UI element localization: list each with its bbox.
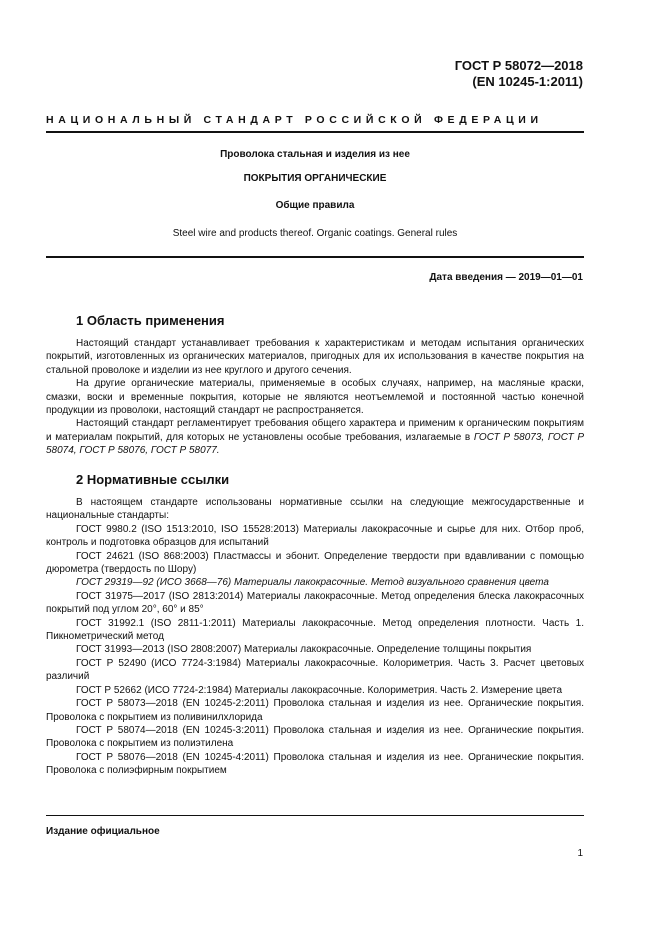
page-number: 1 <box>577 848 583 859</box>
section-2-body <box>46 496 584 778</box>
reference-item: ГОСТ 9980.2 (ISO 1513:2010, ISO 15528:2013) Материалы лакокрасочные и сырье для них. Отбор проб, контроль и подготовка образцов для испытаний <box>46 523 584 549</box>
section-1-paragraph-1: Настоящий стандарт устанавливает требования к характеристикам и методам испытания органических покрытий, изготовленных из органических материалов, пригодных для их использования в качестве покрытия на стальной проволоке и изделии из нее круглого и другого сечения. <box>46 338 584 376</box>
en-number: (EN 10245-1:2011) <box>472 74 583 89</box>
gost-number: ГОСТ Р 58072—2018 <box>454 58 583 73</box>
footer-divider <box>46 815 584 816</box>
reference-item: ГОСТ 31975—2017 (ISO 2813:2014) Материалы лакокрасочные. Метод определения блеска лакокрасочных покрытий под углом 20°, 60° и 85° <box>46 590 584 616</box>
paragraph-3-references: ГОСТ Р 58073, ГОСТ Р 58074, ГОСТ Р 58076, ГОСТ Р 58077. <box>46 431 584 457</box>
header-divider <box>46 131 584 133</box>
section-2-intro: В настоящем стандарте использованы нормативные ссылки на следующие межгосударственные и национальные стандарты: <box>46 497 584 522</box>
reference-item: ГОСТ Р 58073—2018 (EN 10245-2:2011) Проволока стальная и изделия из нее. Органические покрытия. Проволока с покрытием из поливинилхлорида <box>46 698 584 723</box>
section-1-heading: 1 Область применения <box>76 313 225 328</box>
english-title: Steel wire and products thereof. Organic coatings. General rules <box>172 228 458 239</box>
title-divider <box>46 256 584 258</box>
paragraph-3-text: Настоящий стандарт регламентирует требования общего характера и применим к органическим покрытиям и материалам покрытий, для которых не установлены особые требования, излагаемые в <box>46 418 584 443</box>
title-line-2: ПОКРЫТИЯ ОРГАНИЧЕСКИЕ <box>243 173 387 184</box>
reference-item: ГОСТ 31992.1 (ISO 2811-1:2011) Материалы лакокрасочные. Метод определения плотности. Часть 1. Пикнометрический метод <box>46 617 584 643</box>
reference-item: ГОСТ Р 52662 (ИСО 7724-2:1984) Материалы лакокрасочные. Колориметрия. Часть 2. Измерение цвета <box>76 684 563 696</box>
title-line-1: Проволока стальная и изделия из нее <box>220 149 410 160</box>
title-line-3: Общие правила <box>275 200 355 211</box>
reference-item: ГОСТ Р 52490 (ИСО 7724-3:1984) Материалы лакокрасочные. Колориметрия. Часть 3. Расчет цветовых различий <box>46 657 584 683</box>
reference-item: ГОСТ Р 58074—2018 (EN 10245-3:2011) Проволока стальная и изделия из нее. Органические покрытия. Проволока с покрытием из полиэтилена <box>46 724 584 750</box>
section-1-paragraph-2: На другие органические материалы, применяемые в особых случаях, например, на масляные краски, смазки, воски и временные покрытия, которые не являются неотъемлемой и постоянной частью конечной продукции из проволоки, настоящий стандарт не распространяется. <box>46 378 584 417</box>
section-1-paragraph-3 <box>46 417 584 457</box>
official-edition-label: Издание официальное <box>46 826 160 837</box>
national-standard-banner: НАЦИОНАЛЬНЫЙ СТАНДАРТ РОССИЙСКОЙ ФЕДЕРАЦИИ <box>46 114 543 126</box>
reference-item: ГОСТ 24621 (ISO 868:2003) Пластмассы и эбонит. Определение твердости при вдавливании с помощью дюрометра (твердость по Шору) <box>46 550 584 576</box>
section-2-heading: 2 Нормативные ссылки <box>76 472 230 487</box>
section-1-body <box>46 337 584 458</box>
reference-item: ГОСТ Р 58076—2018 (EN 10245-4:2011) Проволока стальная и изделия из нее. Органические покрытия. Проволока с полиэфирным покрытием <box>46 751 584 777</box>
reference-item: ГОСТ 31993—2013 (ISO 2808:2007) Материалы лакокрасочные. Определение толщины покрытия <box>76 644 532 656</box>
reference-item: ГОСТ 29319—92 (ИСО 3668—76) Материалы лакокрасочные. Метод визуального сравнения цвета <box>76 577 549 589</box>
standard-designation <box>455 58 583 90</box>
introduction-date: Дата введения — 2019—01—01 <box>429 272 583 283</box>
